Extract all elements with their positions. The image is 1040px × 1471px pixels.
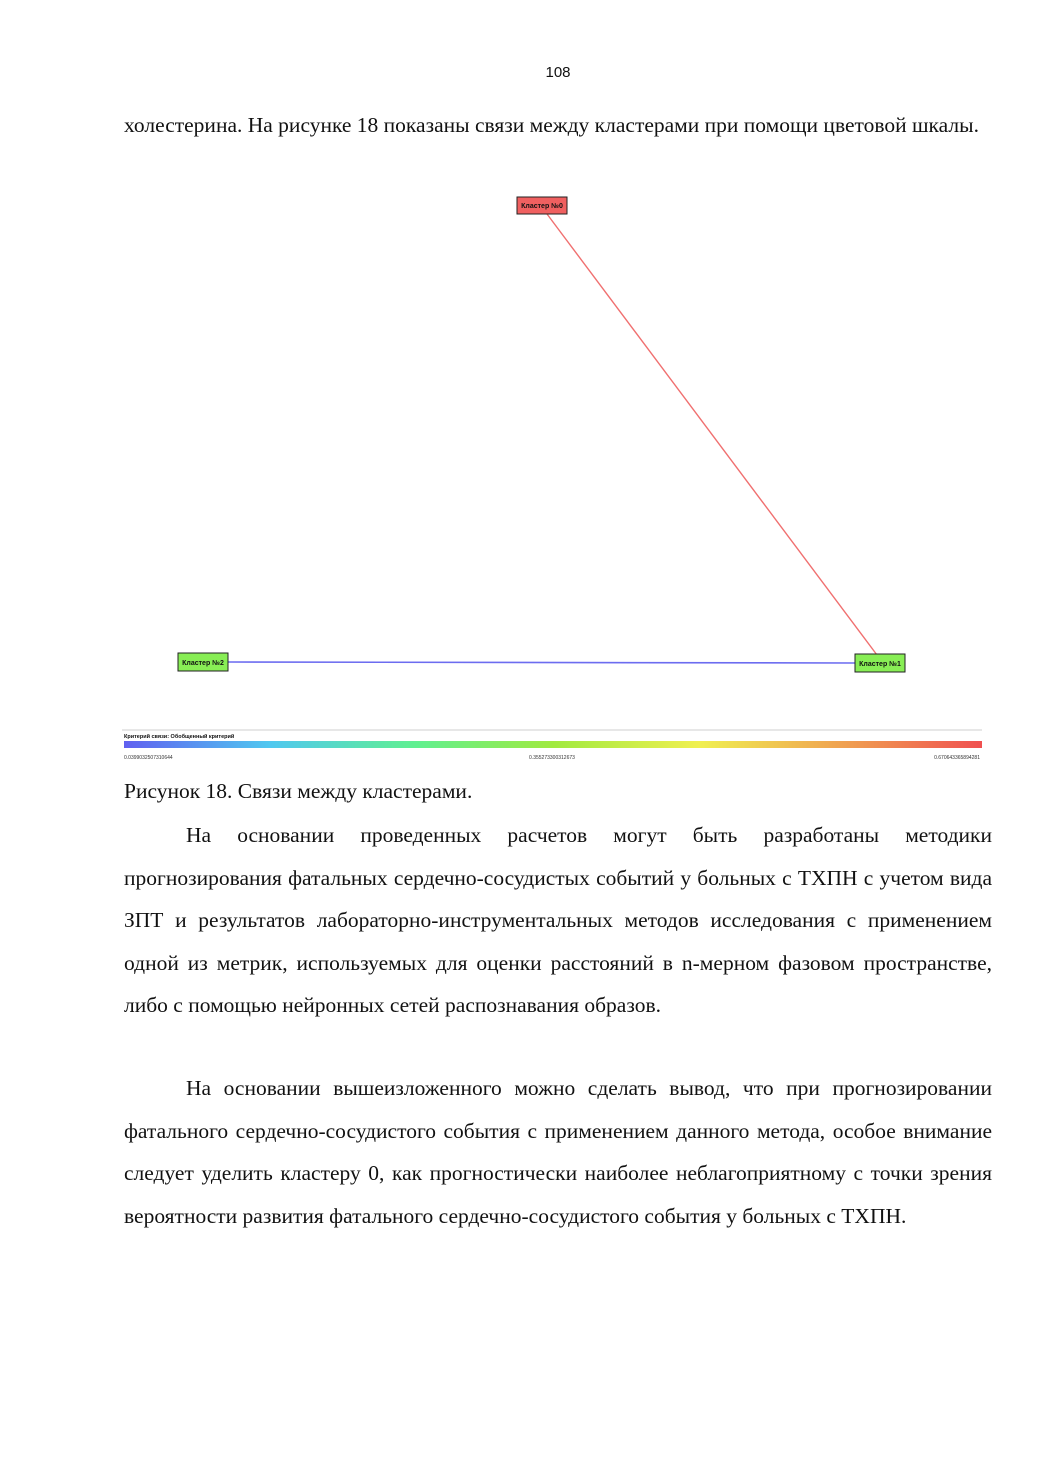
edge-cluster0-cluster1 (547, 214, 877, 655)
paragraph-methods: На основании проведенных расчетов могут быть разработаны методики прогнозирования фатальных сердечно-сосудистых событий у больных с ТХПН с учетом вида ЗПТ и результатов лабораторно-инструментальных методов исследования с применением одной из метрик, используемых для оценки расстояний в n-мерном фазовом пространстве, либо с помощью нейронных сетей распознавания образов. (124, 823, 992, 1017)
scale-mid-label: 0.355273300312673 (529, 755, 575, 761)
paragraph-conclusion: На основании вышеизложенного можно сделать вывод, что при прогнозировании фатального сердечно-сосудистого события с применением данного метода, особое внимание следует уделить кластеру 0, как прогностически наиболее неблагоприятному с точки зрения вероятности развития фатального сердечно-сосудистого события у больных с ТХПН. (124, 1076, 992, 1228)
node-cluster-2 (178, 653, 228, 671)
figure-caption: Рисунок 18. Связи между кластерами. (124, 779, 473, 803)
scale-title: Критерий связи: Обобщенный критерий (124, 734, 235, 740)
svg-text:Кластер №2: Кластер №2 (182, 660, 224, 667)
page-number: 108 (545, 64, 571, 81)
node-cluster-0 (517, 197, 567, 214)
paragraph-intro: холестерина. На рисунке 18 показаны связи между кластерами при помощи цветовой шкалы. (124, 113, 979, 137)
scale-max-label: 0.670643365894281 (934, 755, 980, 761)
svg-text:Кластер №1: Кластер №1 (859, 661, 901, 668)
edge-cluster2-cluster1 (228, 662, 855, 663)
cluster-link-figure (122, 191, 982, 767)
cluster-graph (122, 191, 982, 767)
node-cluster-1 (855, 654, 905, 672)
scale-min-label: 0.0399032507310644 (124, 755, 173, 761)
svg-text:Кластер №0: Кластер №0 (521, 203, 563, 210)
color-scale-bar (124, 741, 982, 748)
